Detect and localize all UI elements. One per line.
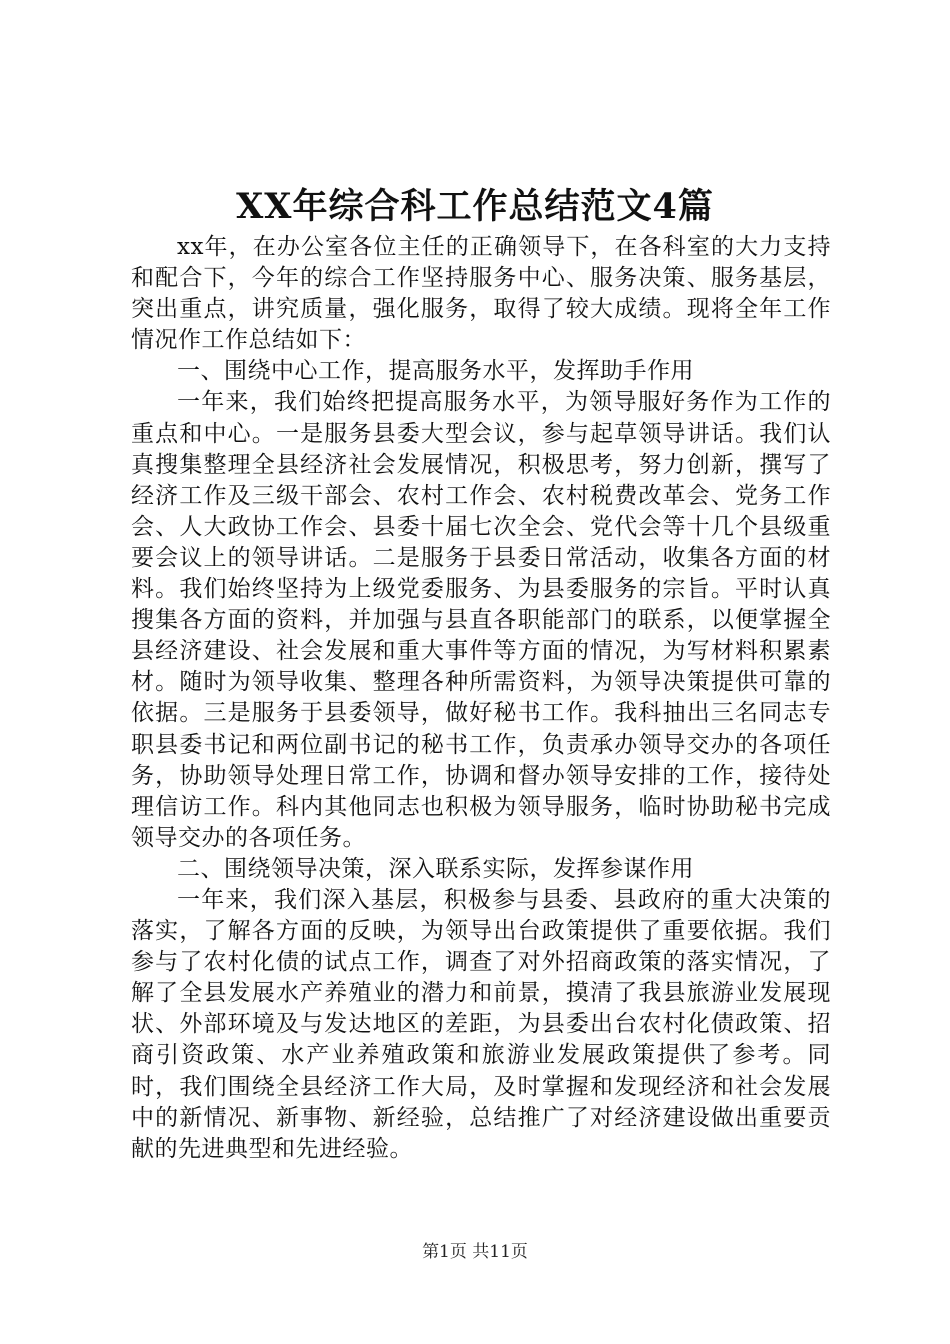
page-footer: 第1页 共11页 — [422, 1242, 528, 1262]
section-heading-1: 一、围绕中心工作，提高服务水平，发挥助手作用 — [177, 358, 694, 385]
section-2-paragraph: 一年来，我们深入基层，积极参与县委、县政府的重大决策的落实，了解各方面的反映，为领导出台政策提供了重要依据。我们参与了农村化债的试点工作，调查了对外招商政策的落实情况，了解了全县发展水产养殖业的潜力和前景，摸清了我县旅游业发展现状、外部环境及与发达地区的差距，为县委出台农村化债政策、招商引资政策、水产业养殖政策和旅游业发展政策提供了参考。同时，我们围绕全县经济工作大局，及时掌握和发现经济和社会发展中的新情况、新事物、新经验，总结推广了对经济建设做出重要贡献的先进典型和先进经验。 — [131, 886, 831, 1162]
section-1-paragraph: 一年来，我们始终把提高服务水平，为领导服好务作为工作的重点和中心。一是服务县委大型会议，参与起草领导讲话。我们认真搜集整理全县经济社会发展情况，积极思考，努力创新，撰写了经济工作及三级干部会、农村工作会、农村税费改革会、党务工作会、人大政协工作会、县委十届七次全会、党代会等十几个县级重要会议上的领导讲话。二是服务于县委日常活动，收集各方面的材料。我们始终坚持为上级党委服务、为县委服务的宗旨。平时认真搜集各方面的资料，并加强与县直各职能部门的联系，以便掌握全县经济建设、社会发展和重大事件等方面的情况，为写材料积累素材。随时为领导收集、整理各种所需资料，为领导决策提供可靠的依据。三是服务于县委领导，做好秘书工作。我科抽出三名同志专职县委书记和两位副书记的秘书工作，负责承办领导交办的各项任务，协助领导处理日常工作，协调和督办领导安排的工作，接待处理信访工作。科内其他同志也积极为领导服务，临时协助秘书完成领导交办的各项任务。 — [131, 389, 831, 851]
intro-paragraph: xx年，在办公室各位主任的正确领导下，在各科室的大力支持和配合下，今年的综合工作坚持服务中心、服务决策、服务基层，突出重点，讲究质量，强化服务，取得了较大成绩。现将全年工作情况作工作总结如下： — [131, 234, 831, 354]
document-body — [131, 232, 831, 1165]
document-title: XX年综合科工作总结范文4篇 — [236, 186, 714, 227]
section-heading-2: 二、围绕领导决策，深入联系实际，发挥参谋作用 — [177, 855, 694, 882]
